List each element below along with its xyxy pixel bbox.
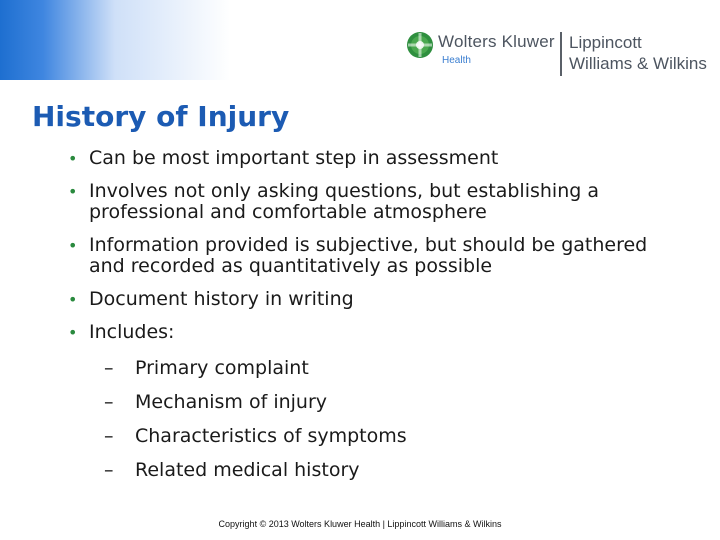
sub-bullet-list xyxy=(104,356,407,492)
bullet-item xyxy=(68,148,688,169)
logo-divider xyxy=(560,32,562,76)
bullet-icon: • xyxy=(68,182,78,201)
copyright-footer: Copyright © 2013 Wolters Kluwer Health | Lippincott Williams & Wilkins xyxy=(218,519,502,529)
slide-title: History of Injury xyxy=(32,100,290,133)
sub-bullet-text: Primary complaint xyxy=(135,357,309,379)
bullet-icon: • xyxy=(68,149,78,168)
wolters-kluwer-mark-icon xyxy=(406,31,434,59)
bullet-list xyxy=(68,148,688,355)
bullet-text: Information provided is subjective, but should be gathered and recorded as quantitatively as possible xyxy=(89,234,648,277)
dash-icon: – xyxy=(104,459,114,481)
sub-bullet-item xyxy=(104,390,407,424)
bullet-text: Involves not only asking questions, but establishing a professional and comfortable atmosphere xyxy=(89,180,599,223)
sub-bullet-item xyxy=(104,458,407,492)
logo-wolters-kluwer: Wolters Kluwer xyxy=(438,32,555,51)
bullet-icon: • xyxy=(68,236,78,255)
bullet-text: Document history in writing xyxy=(89,288,354,310)
logo-lww-line1: Lippincott xyxy=(569,33,642,52)
dash-icon: – xyxy=(104,425,114,447)
bullet-icon: • xyxy=(68,323,78,342)
bullet-text: Includes: xyxy=(89,321,175,343)
sub-bullet-text: Related medical history xyxy=(135,459,360,481)
logo-lww-line2: Williams & Wilkins xyxy=(569,54,707,73)
bullet-item xyxy=(68,289,688,310)
dash-icon: – xyxy=(104,357,114,379)
bullet-item xyxy=(68,235,688,277)
bullet-text: Can be most important step in assessment xyxy=(89,147,499,169)
bullet-item xyxy=(68,322,688,343)
dash-icon: – xyxy=(104,391,114,413)
sub-bullet-item xyxy=(104,424,407,458)
sub-bullet-text: Characteristics of symptoms xyxy=(135,425,407,447)
bullet-item xyxy=(68,181,688,223)
sub-bullet-text: Mechanism of injury xyxy=(135,391,328,413)
bullet-icon: • xyxy=(68,290,78,309)
logo-health: Health xyxy=(442,55,471,66)
sub-bullet-item xyxy=(104,356,407,390)
logo-lww xyxy=(569,32,707,74)
